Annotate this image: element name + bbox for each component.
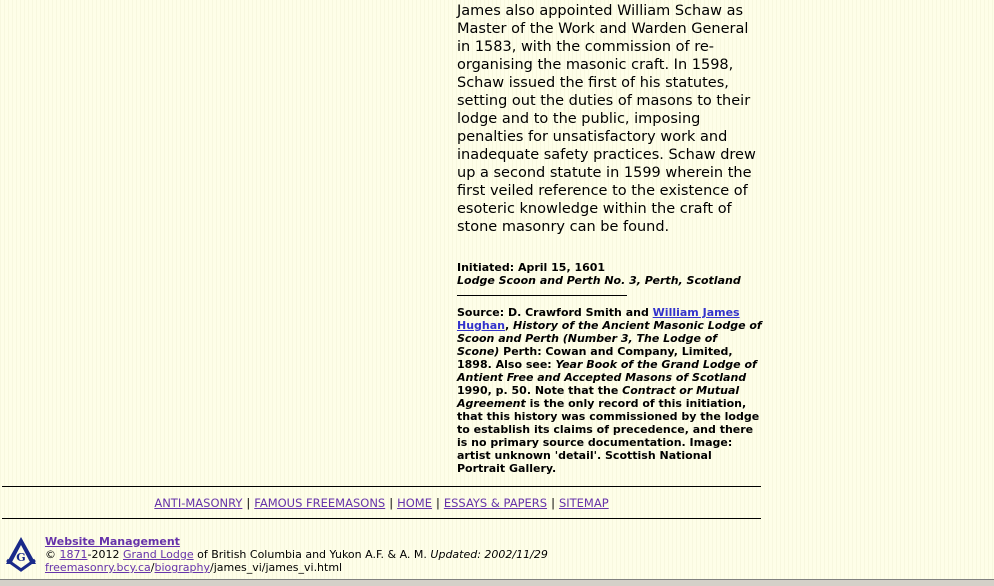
source-lead: Source: D. Crawford Smith and [457, 306, 653, 319]
grand-lodge-link[interactable]: Grand Lodge [122, 548, 194, 561]
short-divider [457, 295, 627, 296]
copyright-line [45, 548, 745, 561]
source-book-3: Contract or Mutual Agreement [457, 384, 740, 410]
initiation-lodge: Lodge Scoon and Perth No. 3, Perth, Scotland [457, 274, 741, 287]
main-paragraph: James also appointed William Schaw as Master of the Work and Warden General in 1583, with the commission of re-organising the masonic craft. In 1598, Schaw issued the first of his statutes, setting out the duties of masons to their lodge and to the public, imposing penalties for unsatisfactory work and inadequate safety practices. Schaw drew up a second statute in 1599 wherein the first veiled reference to the existence of esoteric knowledge within the craft of stone masonry can be found. [457, 3, 756, 235]
path-slash: / [150, 561, 155, 574]
source-publisher-1: Perth: Cowan and Company, Limited, 1898. Also see: [457, 345, 733, 371]
source-publisher-2: 1990, p. 50. Note that the [457, 384, 623, 397]
nav-essays-papers-link[interactable]: ESSAYS & PAPERS [443, 496, 548, 510]
footer-nav [2, 496, 761, 510]
path-rest: /james_vi/james_vi.html [210, 561, 343, 574]
year-end: -2012 [87, 548, 120, 561]
nav-separator: | [246, 496, 251, 510]
source-citation [457, 306, 763, 475]
page-path [45, 561, 745, 574]
nav-top-divider [2, 486, 761, 487]
nav-anti-masonry-link[interactable]: ANTI-MASONRY [154, 496, 243, 510]
website-management-link[interactable]: Website Management [45, 535, 180, 548]
site-footer [45, 535, 745, 574]
svg-text:G: G [16, 551, 26, 564]
nav-famous-freemasons-link[interactable]: FAMOUS FREEMASONS [254, 496, 386, 510]
nav-separator: | [551, 496, 555, 510]
updated-date: Updated: 2002/11/29 [430, 548, 548, 561]
initiation-date: Initiated: April 15, 1601 [457, 261, 606, 274]
square-and-compasses-logo-icon[interactable] [2, 534, 40, 572]
nav-separator: | [389, 496, 394, 510]
biography-link[interactable]: biography [154, 561, 210, 574]
source-book-1: History of the Ancient Masonic Lodge of Scoon and Perth (Number 3, The Lodge of Scone) [457, 319, 762, 358]
site-root-link[interactable]: freemasonry.bcy.ca [45, 561, 151, 574]
initiation-info [457, 261, 763, 287]
copyright-symbol: © [45, 548, 56, 561]
source-comma: , [505, 319, 514, 332]
nav-sitemap-link[interactable]: SITEMAP [558, 496, 609, 510]
source-book-2: Year Book of the Grand Lodge of Antient Free and Accepted Masons of Scotland [457, 358, 757, 384]
nav-bottom-divider [2, 518, 761, 519]
year-1871-link[interactable]: 1871 [59, 548, 88, 561]
organization-name: of British Columbia and Yukon A.F. & A. M. [193, 548, 427, 561]
nav-home-link[interactable]: HOME [397, 496, 432, 510]
hughan-link[interactable]: William James Hughan [457, 306, 740, 332]
source-note: is the only record of this initiation, that this history was commissioned by the lodge to establish its claims of precedence, and there is no primary source documentation. Image: artist unknown 'detail'. Scottish National Portrait Gallery. [457, 397, 760, 475]
nav-separator: | [435, 496, 440, 510]
